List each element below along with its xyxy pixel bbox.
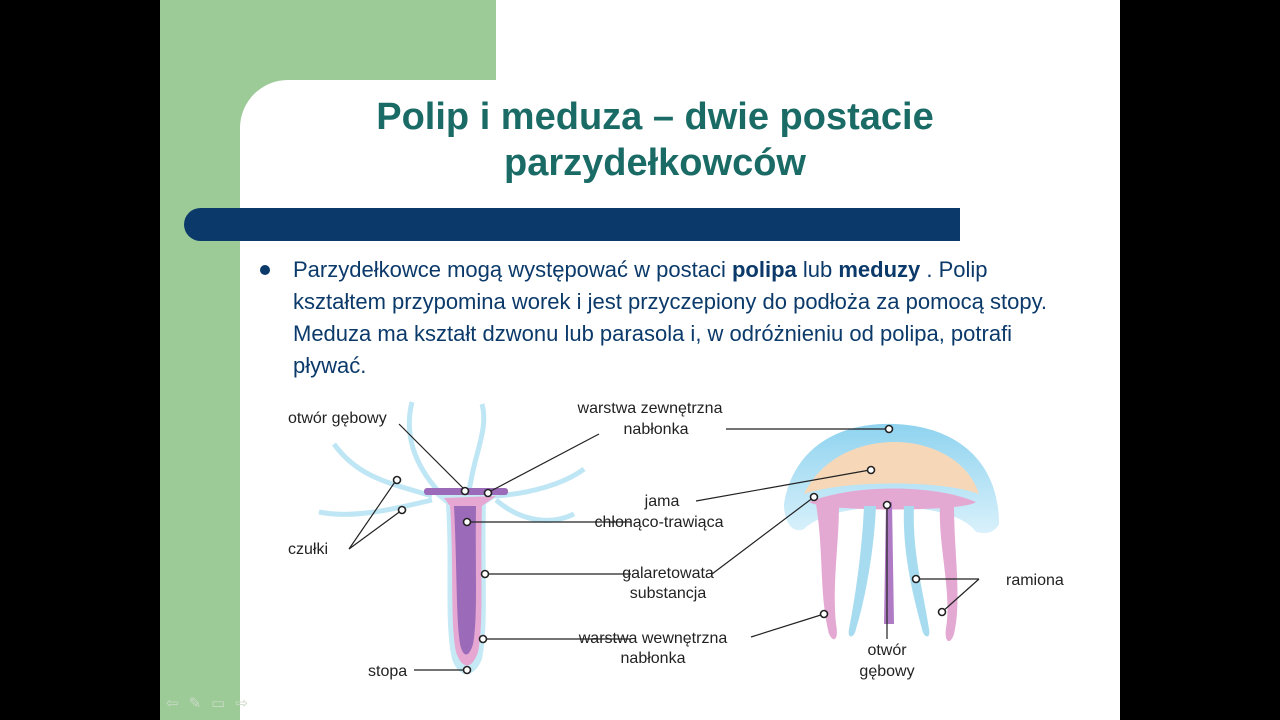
label-outer-layer-1: warstwa zewnętrzna [577, 400, 723, 417]
slide-nav-controls [166, 694, 248, 712]
pen-icon[interactable]: ✎ [188, 695, 202, 712]
bullet-icon [260, 265, 270, 275]
bullet-bold-polyp: polipa [731, 257, 797, 282]
label-inner-layer-2: nabłonka [620, 650, 686, 667]
label-cavity-2: chłonąco-trawiąca [594, 514, 724, 531]
title-line-1: Polip i meduza – dwie postacie [376, 96, 934, 138]
polyp-illustration [319, 402, 584, 674]
label-polyp-mouth: otwór gębowy [288, 410, 387, 427]
title-line-2: parzydełkowców [504, 142, 806, 184]
label-medusa-mouth-1: otwór [867, 642, 907, 659]
next-arrow-icon[interactable]: ⇨ [235, 695, 248, 712]
slide [160, 0, 1120, 720]
bullet-paragraph [293, 254, 1083, 382]
label-arms: ramiona [1006, 572, 1064, 589]
bullet-bold-medusa: meduzy [838, 257, 921, 282]
label-medusa-mouth-2: gębowy [859, 663, 915, 680]
label-inner-layer-1: warstwa wewnętrzna [578, 630, 728, 647]
label-outer-layer-2: nabłonka [623, 421, 689, 438]
label-cavity-1: jama [644, 493, 680, 510]
prev-arrow-icon[interactable]: ⇦ [166, 695, 179, 712]
title-divider-bar [184, 208, 960, 241]
bullet-text-part: Parzydełkowce mogą występować w postaci [293, 257, 732, 282]
bullet-text-part: . Polip kształtem przypomina worek i jest przyczepiony do podłoża za pomocą stopy. Meduza ma kształt dzwonu lub parasola i, w odróżnieniu od polipa, potrafi pływać. [293, 257, 1048, 378]
bullet-text-part: lub [796, 257, 839, 282]
label-mesoglea-2: substancja [629, 585, 707, 602]
label-tentacles: czułki [288, 541, 329, 558]
label-foot: stopa [368, 663, 408, 680]
slide-title [260, 94, 1050, 186]
diagram-svg [264, 384, 1104, 694]
medusa-illustration [784, 424, 999, 641]
polyp-medusa-diagram [264, 384, 1104, 694]
label-mesoglea-1: galaretowata [622, 565, 714, 582]
menu-icon[interactable]: ▭ [211, 695, 226, 712]
